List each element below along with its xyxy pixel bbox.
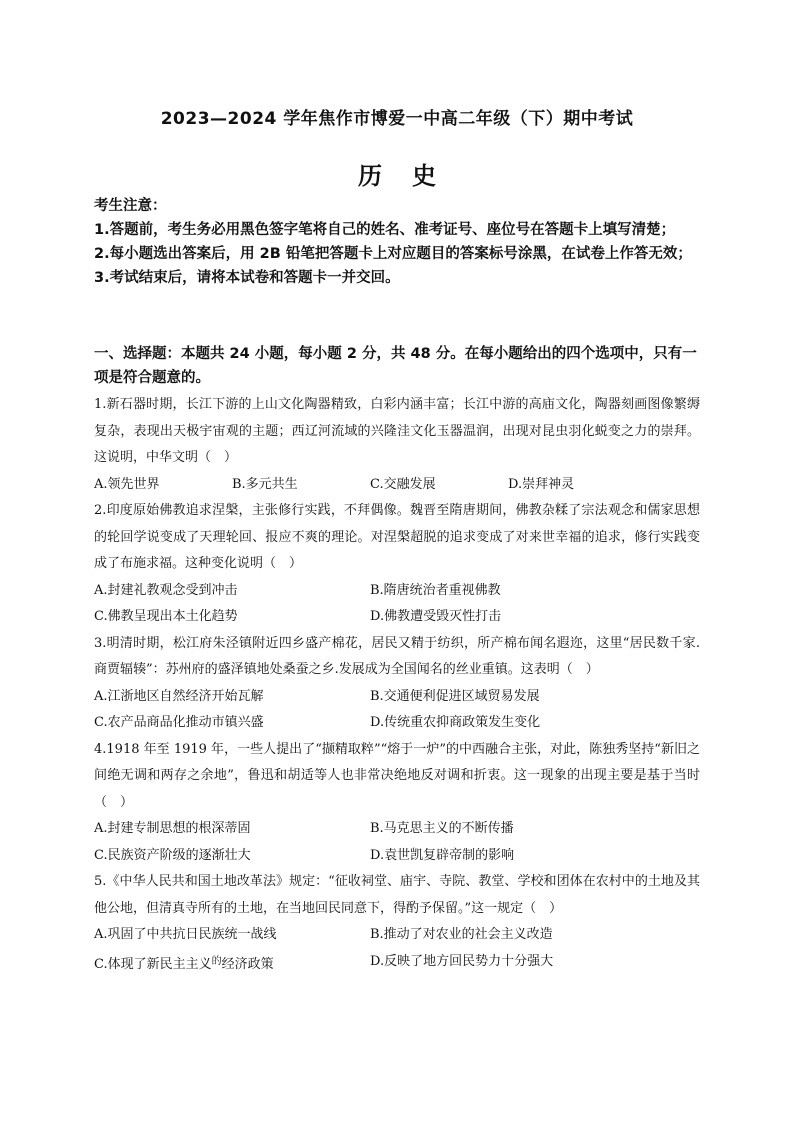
question-2 — [94, 498, 700, 631]
question-stem: 4.1918 年至 1919 年，一些人提出了“撷精取粹”“熔于一炉”的中西融合主张，对此，陈独秀坚持“新旧之间绝无调和两存之余地”，鲁迅和胡适等人也非常决绝地反对调和折衷。这一现象的出现主要是基于当时（ ） — [94, 741, 700, 810]
question-1 — [94, 392, 700, 498]
option-b: B.隋唐统治者重视佛教 — [370, 582, 501, 598]
option-b: B.多元共生 — [232, 476, 298, 492]
option-c: C.民族资产阶级的逐渐壮大 — [94, 847, 251, 863]
option-c: C.交融发展 — [370, 476, 436, 492]
option-row — [94, 922, 700, 978]
question-5 — [94, 869, 700, 978]
option-d: D.佛教遭受毁灭性打击 — [370, 609, 502, 624]
option-c: C.农产品商品化推动市镇兴盛 — [94, 715, 264, 730]
option-b: B.推动了对农业的社会主义改造 — [370, 927, 553, 942]
option-row — [94, 472, 700, 499]
candidate-notice — [94, 194, 704, 290]
option-a: A.巩固了中共抗日民族统一战线 — [94, 927, 277, 942]
option-a: A.封建专制思想的根深蒂固 — [94, 821, 251, 836]
question-list — [94, 392, 700, 978]
notice-heading: 考生注意： — [94, 198, 167, 214]
option-b: B.马克思主义的不断传播 — [370, 821, 514, 836]
notice-item: 1.答题前，考生务必用黑色签字笔将自己的姓名、准考证号、座位号在答题卡上填写清楚； — [94, 222, 676, 238]
option-d: D.反映了地方回民势力十分强大 — [370, 953, 554, 969]
option-row — [94, 578, 700, 631]
question-stem: 2.印度原始佛教追求涅槃，主张修行实践，不拜偶像。魏晋至隋唐期间，佛教杂糅了宗法观念和儒家思想的轮回学说变成了天理轮回、报应不爽的理论。对涅槃超脱的追求变成了对来世幸福的追求，修行实践变成了布施求福。这种变化说明（ ） — [94, 503, 700, 571]
option-c — [94, 949, 370, 979]
option-a: A.江浙地区自然经济开始瓦解 — [94, 688, 264, 704]
option-c-superscript: 的 — [211, 955, 222, 967]
subject-title: 历史 — [358, 162, 466, 190]
question-stem: 3.明清时期，松江府朱泾镇附近四乡盛产棉花，居民又精于纺织，所产棉布闻名遐迩，这里“居民数千家.商贾辐辏”：苏州府的盛泽镇地处桑蚕之乡.发展成为全国闻名的丝业重镇。这表明（ ） — [94, 635, 700, 677]
question-stem: 1.新石器时期，长江下游的上山文化陶器精致，白彩内涵丰富；长江中游的高庙文化，陶器刻画图像繁缛复杂，表现出天极宇宙观的主题；西辽河流域的兴隆洼文化玉器温润，出现对昆虫羽化蜕变之力的崇拜。这说明，中华文明（ ） — [94, 397, 700, 465]
option-row — [94, 816, 700, 869]
option-c-tail: 经济政策 — [221, 956, 274, 972]
option-a: A.领先世界 — [94, 476, 160, 492]
section-heading: 一、选择题：本题共 24 小题，每小题 2 分，共 48 分。在每小题给出的四个选项中，只有一项是符合题意的。 — [94, 346, 697, 386]
option-c-text: C.体现了新民主主义 — [94, 956, 212, 972]
option-c: C.佛教呈现出本土化趋势 — [94, 609, 238, 624]
exam-title: 2023—2024 学年焦作市博爱一中高二年级（下）期中考试 — [160, 109, 634, 129]
option-a: A.封建礼教观念受到冲击 — [94, 582, 238, 598]
option-d: D.袁世凯复辟帝制的影响 — [370, 847, 515, 863]
notice-item: 3.考试结束后，请将本试卷和答题卡一并交回。 — [94, 270, 400, 286]
question-4 — [94, 737, 700, 870]
option-d: D.传统重农抑商政策发生变化 — [370, 715, 541, 730]
question-3 — [94, 631, 700, 737]
option-row — [94, 684, 700, 737]
option-b: B.交通便利促进区域贸易发展 — [370, 688, 540, 704]
option-d: D.崇拜神灵 — [508, 476, 575, 492]
notice-item: 2.每小题选出答案后，用 2B 铅笔把答题卡上对应题目的答案标号涂黑，在试卷上作答无效； — [94, 246, 692, 262]
question-stem: 5.《中华人民共和国土地改革法》规定：“征收祠堂、庙宇、寺院、教堂、学校和团体在农村中的土地及其他公地，但清真寺所有的土地，在当地回民同意下，得酌予保留。”这一规定（ ） — [94, 874, 700, 916]
